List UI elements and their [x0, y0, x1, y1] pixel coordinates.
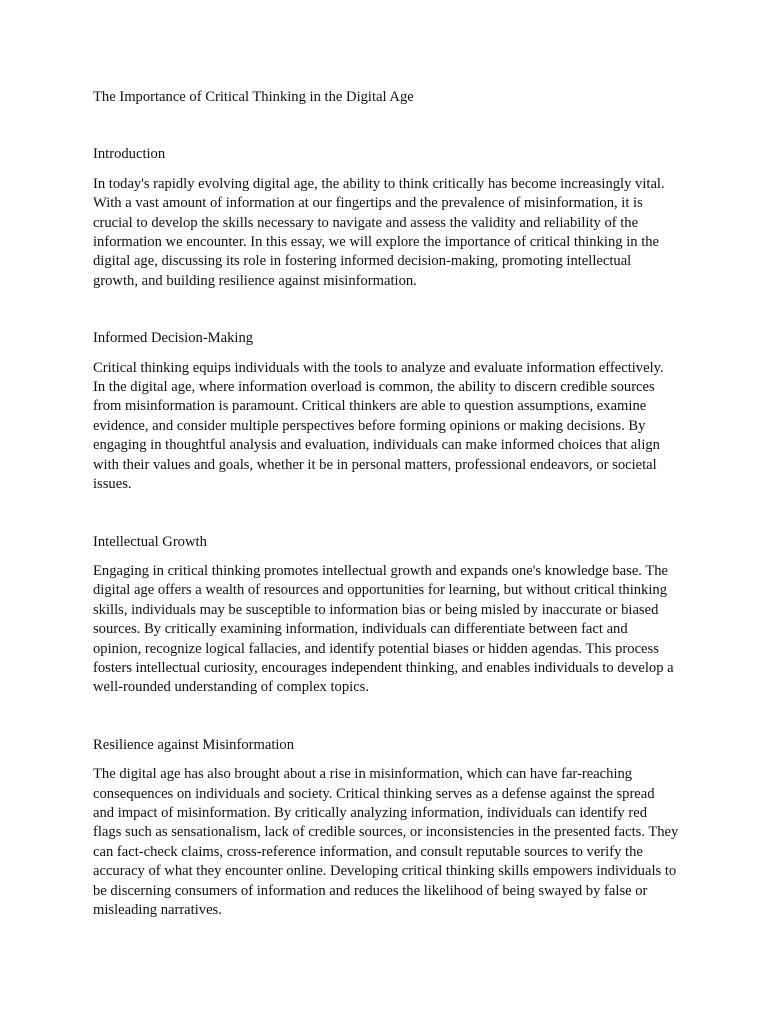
section-paragraph: Critical thinking equips individuals with the tools to analyze and evaluate information effectively. In the digital age, where information overload is common, the ability to discern credible sources from misinformation is paramount. Critical thinkers are able to question assumptions, examine evidence, and consider multiple perspectives before forming opinions or making decisions. By engaging in thoughtful analysis and evaluation, individuals can make informed choices that align with their values and goals, whether it be in personal matters, professional endeavors, or societal issues. — [93, 359, 664, 493]
section-heading: Introduction — [93, 146, 166, 163]
section-heading: Intellectual Growth — [93, 533, 207, 550]
document-title: The Importance of Critical Thinking in the Digital Age — [93, 89, 414, 105]
section-informed-decision-making — [93, 329, 679, 494]
section-paragraph: Engaging in critical thinking promotes intellectual growth and expands one's knowledge base. The digital age offers a wealth of resources and opportunities for learning, but without critical thinking skills, individuals may be susceptible to information bias or being misled by inaccurate or biased sources. By critically examining information, individuals can differentiate between fact and opinion, recognize logical fallacies, and identify potential biases or hidden agendas. This process fosters intellectual curiosity, encourages independent thinking, and enables individuals to develop a well-rounded understanding of complex topics. — [93, 562, 674, 696]
section-heading: Resilience against Misinformation — [93, 736, 295, 753]
section-paragraph: In today's rapidly evolving digital age, the ability to think critically has become increasingly vital. With a vast amount of information at our fingertips and the prevalence of misinformation, it is crucial to develop the skills necessary to navigate and assess the validity and reliability of the information we encounter. In this essay, we will explore the importance of critical thinking in the digital age, discussing its role in fostering informed decision-making, promoting intellectual growth, and building resilience against misinformation. — [93, 175, 665, 289]
section-resilience-against-misinformation — [93, 736, 679, 921]
document-content — [93, 88, 679, 920]
section-introduction — [93, 145, 679, 291]
section-heading: Informed Decision-Making — [93, 330, 254, 347]
section-intellectual-growth — [93, 533, 679, 698]
section-paragraph: The digital age has also brought about a rise in misinformation, which can have far-reaching consequences on individuals and society. Critical thinking serves as a defense against the spread and impact of misinformation. By critically analyzing information, individuals can identify red flags such as sensationalism, lack of credible sources, or inconsistencies in the presented facts. They can fact-check claims, cross-reference information, and consult reputable sources to verify the accuracy of what they encounter online. Developing critical thinking skills empowers individuals to be discerning consumers of information and reduces the likelihood of being swayed by false or misleading narratives. — [93, 766, 679, 918]
